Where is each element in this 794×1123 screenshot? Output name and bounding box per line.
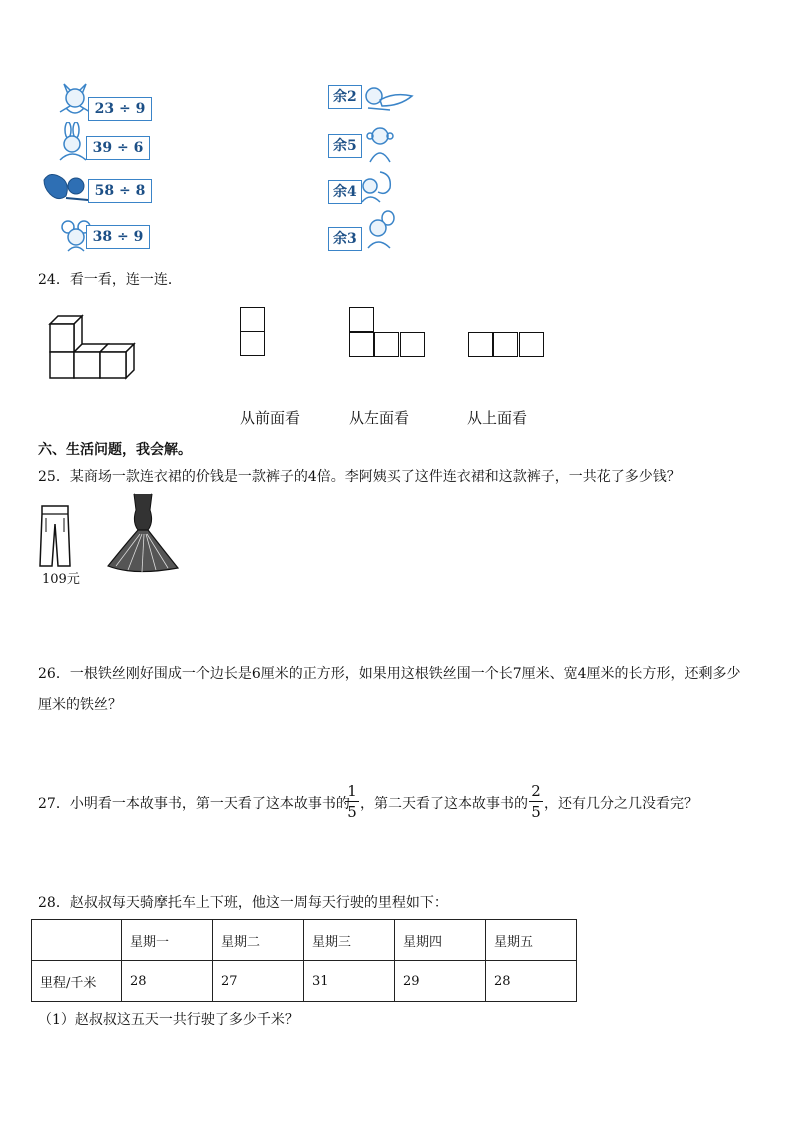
remainder-box: 余2	[328, 85, 362, 109]
remainder-box: 余5	[328, 134, 362, 158]
table-cell: 29	[395, 961, 486, 1002]
table-header-cell: 星期四	[395, 920, 486, 961]
table-cell: 31	[304, 961, 395, 1002]
pants-icon	[38, 502, 72, 570]
q28-sub1: （1）赵叔叔这五天一共行驶了多少千米？	[38, 1012, 299, 1028]
row-label: 里程/千米	[32, 961, 122, 1002]
division-box: 39 ÷ 6	[86, 136, 150, 160]
pants-price: 109元	[42, 572, 80, 587]
section-heading: 六、生活问题，我会解。	[38, 442, 192, 458]
fraction-numerator: 1	[347, 782, 357, 800]
fraction-2	[529, 782, 543, 821]
division-box: 23 ÷ 9	[88, 97, 152, 121]
dress-icon	[104, 490, 182, 576]
view-label: 从前面看	[240, 409, 301, 427]
q25-prompt: 25．某商场一款连衣裙的价钱是一款裤子的4倍。李阿姨买了这件连衣裙和这款裤子，一共花了多少钱？	[38, 469, 681, 485]
q26-line2: 厘米的铁丝？	[38, 697, 122, 713]
q27-part3: ，还有几分之几没看完？	[544, 796, 698, 812]
squirrel-icon	[40, 170, 94, 206]
fraction-denominator: 5	[531, 803, 541, 821]
view-label: 从上面看	[467, 409, 528, 427]
table-header-cell: 星期二	[213, 920, 304, 961]
division-box: 58 ÷ 8	[88, 179, 152, 203]
monkey-icon	[360, 124, 400, 166]
division-box: 38 ÷ 9	[86, 225, 150, 249]
table-header-row	[32, 920, 577, 961]
table-row	[32, 961, 577, 1002]
remainder-box: 余3	[328, 227, 362, 251]
table-cell: 28	[122, 961, 213, 1002]
q24-prompt: 24．看一看，连一连．	[38, 272, 182, 288]
table-header-cell: 星期五	[486, 920, 577, 961]
table-cell: 27	[213, 961, 304, 1002]
squirrel-icon	[356, 168, 396, 208]
cube-figure	[46, 314, 140, 380]
remainder-box: 余4	[328, 180, 362, 204]
fox-icon	[360, 82, 416, 114]
q28-prompt: 28．赵叔叔每天骑摩托车上下班，他这一周每天行驶的里程如下：	[38, 895, 448, 911]
q26-line1: 26．一根铁丝刚好围成一个边长是6厘米的正方形，如果用这根铁丝围一个长7厘米、宽4厘米的长方形，还剩多少	[38, 666, 741, 682]
fraction-numerator: 2	[531, 782, 541, 800]
table-header-cell	[32, 920, 122, 961]
q27-part1: 27．小明看一本故事书，第一天看了这本故事书的	[38, 796, 350, 812]
q27-part2: ，第二天看了这本故事书的	[360, 796, 528, 812]
mileage-table	[31, 919, 577, 1002]
view-label: 从左面看	[349, 409, 410, 427]
fraction-denominator: 5	[347, 803, 357, 821]
table-header-cell: 星期三	[304, 920, 395, 961]
fraction-1	[345, 782, 359, 821]
table-header-cell: 星期一	[122, 920, 213, 961]
table-cell: 28	[486, 961, 577, 1002]
mouse-icon	[360, 210, 400, 252]
